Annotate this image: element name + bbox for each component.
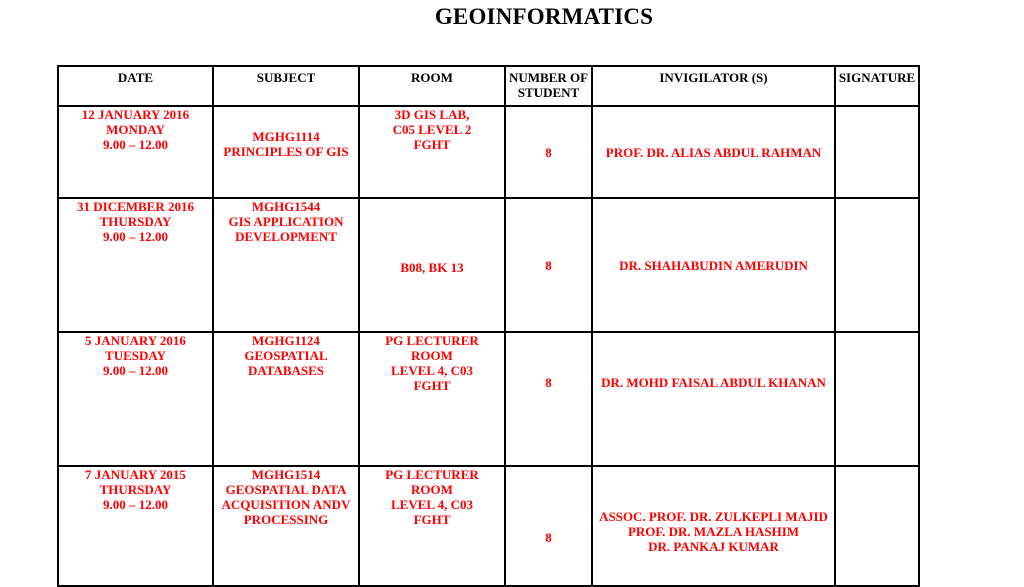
subject-code: MGHG1124 xyxy=(252,333,320,348)
table-row xyxy=(58,106,919,198)
date-cell xyxy=(58,198,213,332)
page-title: GEOINFORMATICS xyxy=(434,4,654,29)
header-number-line-2: STUDENT xyxy=(517,85,580,100)
room-text: B08, BK 13 xyxy=(400,259,464,275)
header-row xyxy=(58,66,919,106)
header-subject: SUBJECT xyxy=(213,66,359,106)
header-signature: SIGNATURE xyxy=(835,66,919,106)
table-row xyxy=(58,198,919,332)
invigilator-cell xyxy=(592,198,835,332)
time-text: 9.00 – 12.00 xyxy=(103,229,168,244)
room-text: ROOM xyxy=(411,482,453,497)
time-text: 9.00 – 12.00 xyxy=(103,137,168,152)
room-cell xyxy=(359,332,505,466)
invigilator-cell xyxy=(592,332,835,466)
invigilator-cell xyxy=(592,466,835,586)
invigilator-cell xyxy=(592,106,835,198)
date-cell xyxy=(58,332,213,466)
date-cell xyxy=(58,106,213,198)
signature-cell xyxy=(835,332,919,466)
date-text: 5 JANUARY 2016 xyxy=(85,333,186,348)
invigilator-name: DR. MOHD FAISAL ABDUL KHANAN xyxy=(601,375,826,390)
time-text: 9.00 – 12.00 xyxy=(103,497,168,512)
room-text: FGHT xyxy=(413,378,451,393)
header-number-line-1: NUMBER OF xyxy=(508,70,589,85)
header-invigilator: INVIGILATOR (S) xyxy=(592,66,835,106)
subject-code: MGHG1544 xyxy=(251,199,321,214)
subject-cell xyxy=(213,198,359,332)
student-count-cell: 8 xyxy=(505,466,592,586)
date-text: 12 JANUARY 2016 xyxy=(81,107,190,122)
student-count-cell: 8 xyxy=(505,332,592,466)
room-text: ROOM xyxy=(411,348,453,363)
subject-cell xyxy=(213,106,359,198)
subject-name: DEVELOPMENT xyxy=(235,229,337,244)
header-number-of-student xyxy=(505,66,592,106)
subject-name: PROCESSING xyxy=(243,512,329,527)
subject-name: DATABASES xyxy=(247,363,325,378)
header-room: ROOM xyxy=(359,66,505,106)
date-text: 31 DICEMBER 2016 xyxy=(76,199,194,214)
room-text: LEVEL 4, C03 xyxy=(391,497,473,512)
day-text: MONDAY xyxy=(106,122,165,137)
room-text: FGHT xyxy=(413,137,451,152)
signature-cell xyxy=(835,198,919,332)
subject-cell xyxy=(213,466,359,586)
date-cell xyxy=(58,466,213,586)
room-text: 3D GIS LAB, xyxy=(394,107,470,122)
invigilator-name: PROF. DR. ALIAS ABDUL RAHMAN xyxy=(605,144,822,160)
table-row xyxy=(58,466,919,586)
invigilator-name: DR. SHAHABUDIN AMERUDIN xyxy=(619,257,808,273)
subject-name: PRINCIPLES OF GIS xyxy=(223,144,349,159)
date-text: 7 JANUARY 2015 xyxy=(85,467,186,482)
subject-cell xyxy=(213,332,359,466)
room-text: PG LECTURER xyxy=(385,333,479,348)
subject-name: ACQUISITION ANDV xyxy=(221,497,351,512)
day-text: THURSDAY xyxy=(99,214,172,229)
exam-schedule-table xyxy=(57,65,920,587)
room-text: C05 LEVEL 2 xyxy=(392,122,472,137)
room-text: PG LECTURER xyxy=(385,467,479,482)
day-text: TUESDAY xyxy=(105,348,166,363)
subject-name: GEOSPATIAL DATA xyxy=(225,482,347,497)
room-text: FGHT xyxy=(413,512,451,527)
subject-code: MGHG1514 xyxy=(251,467,321,482)
invigilator-name: DR. PANKAJ KUMAR xyxy=(648,539,779,554)
subject-name: GEOSPATIAL xyxy=(244,348,328,363)
subject-code: MGHG1114 xyxy=(252,129,320,144)
signature-cell xyxy=(835,466,919,586)
room-cell xyxy=(359,198,505,332)
table-row xyxy=(58,332,919,466)
room-cell xyxy=(359,466,505,586)
room-text: LEVEL 4, C03 xyxy=(391,363,473,378)
student-count-cell: 8 xyxy=(505,198,592,332)
subject-name: GIS APPLICATION xyxy=(228,214,344,229)
day-text: THURSDAY xyxy=(99,482,172,497)
time-text: 9.00 – 12.00 xyxy=(103,363,168,378)
invigilator-name: ASSOC. PROF. DR. ZULKEPLI MAJID xyxy=(599,509,828,524)
room-cell xyxy=(359,106,505,198)
signature-cell xyxy=(835,106,919,198)
student-count-cell: 8 xyxy=(505,106,592,198)
header-date: DATE xyxy=(58,66,213,106)
invigilator-name: PROF. DR. MAZLA HASHIM xyxy=(627,524,800,539)
